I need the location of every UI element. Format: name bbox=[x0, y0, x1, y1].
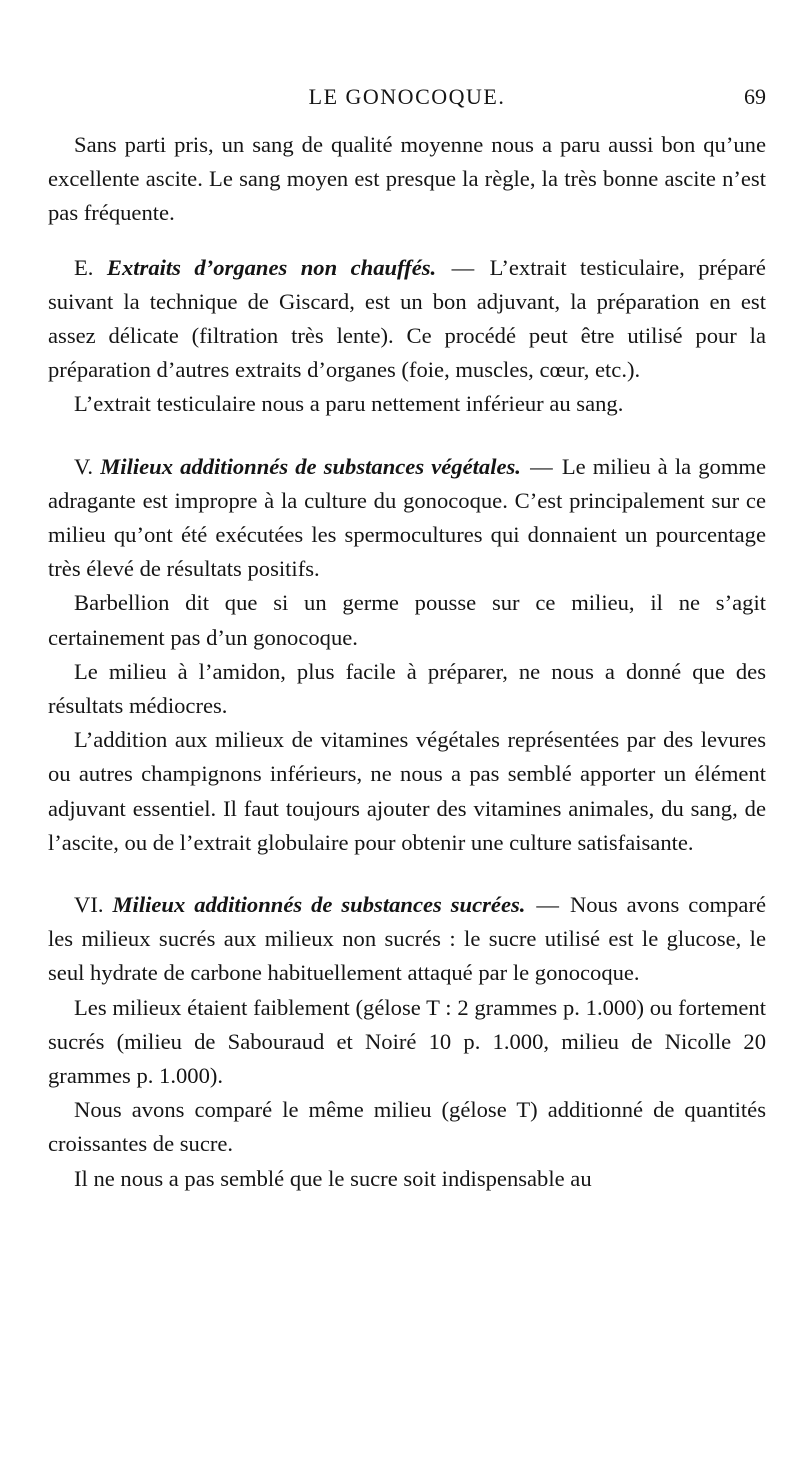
spacer bbox=[48, 860, 766, 888]
section-e-paragraph bbox=[48, 251, 766, 388]
section-e-label: E. bbox=[74, 254, 94, 280]
body-text bbox=[48, 128, 766, 1196]
section-v-title: Milieux additionnés de substances végétales. bbox=[100, 453, 521, 479]
section-v-dash: — bbox=[530, 453, 553, 479]
page-number: 69 bbox=[744, 84, 766, 109]
spacer bbox=[48, 422, 766, 450]
running-title: LE GONOCOQUE. bbox=[308, 84, 506, 109]
section-vi-title: Milieux additionnés de substances sucrées. bbox=[112, 892, 526, 918]
section-vi-label: VI. bbox=[74, 892, 104, 918]
paragraph-increasing-sugar: Nous avons comparé le même milieu (gélose T) additionné de quantités croissantes de sucre. bbox=[48, 1097, 766, 1157]
section-v-paragraph bbox=[48, 450, 766, 587]
section-v-label: V. bbox=[74, 453, 94, 479]
paragraph-sugar-concentrations: Les milieux étaient faiblement (gélose T : 2 grammes p. 1.000) ou fortement sucrés (milieu de Sabouraud et Noiré 10 p. 1.000, milieu de Nicolle 20 grammes p. 1.000). bbox=[48, 994, 766, 1089]
section-e-text: L’extrait testiculaire, préparé suivant la technique de Giscard, est un bon adjuvant, la préparation en est assez délicate (filtration très lente). Ce procédé peut être utilisé pour la préparation d’autres extraits d’organes (foie, muscles, cœur, etc.). bbox=[48, 254, 766, 383]
section-e-title: Extraits d’organes non chauffés. bbox=[106, 254, 437, 280]
section-e-dash: — bbox=[451, 254, 475, 280]
section-vi-text: Nous avons comparé les milieux sucrés aux milieux non sucrés : le sucre utilisé est le glucose, le seul hydrate de carbone habituellement attaqué par le gonocoque. bbox=[48, 892, 767, 986]
paragraph-plant-vitamins: L’addition aux milieux de vitamines végétales représentées par des levures ou autres champignons inférieurs, ne nous a pas semblé apporter un élément adjuvant essentiel. Il faut toujours ajouter des vitamines animales, du sang, de l’ascite, ou de l’extrait globulaire pour obtenir une culture satisfaisante. bbox=[48, 727, 766, 855]
running-header bbox=[48, 84, 766, 116]
spacer bbox=[48, 231, 766, 251]
paragraph-starch-medium: Le milieu à l’amidon, plus facile à préparer, ne nous a donné que des résultats médiocres. bbox=[48, 658, 766, 719]
section-vi-dash: — bbox=[536, 892, 559, 918]
section-vi-paragraph bbox=[48, 888, 766, 991]
paragraph-barbellion: Barbellion dit que si un germe pousse sur ce milieu, il ne s’agit certainement pas d’un gonocoque. bbox=[48, 590, 766, 650]
section-v-text: Le milieu à la gomme adragante est impropre à la culture du gonocoque. C’est principalement sur ce milieu qu’ont été exécutées les spermocultures qui donnaient un pourcentage très élevé de résultats positifs. bbox=[48, 453, 767, 582]
paragraph-sugar-not-indispensable: Il ne nous a pas semblé que le sucre soit indispensable au bbox=[74, 1165, 592, 1191]
paragraph-blood-vs-ascites: Sans parti pris, un sang de qualité moyenne nous a paru aussi bon qu’une excellente ascite. Le sang moyen est presque la règle, la très bonne ascite n’est pas fréquente. bbox=[48, 132, 766, 226]
paragraph-testicular-extract: L’extrait testiculaire nous a paru nettement inférieur au sang. bbox=[74, 391, 624, 417]
